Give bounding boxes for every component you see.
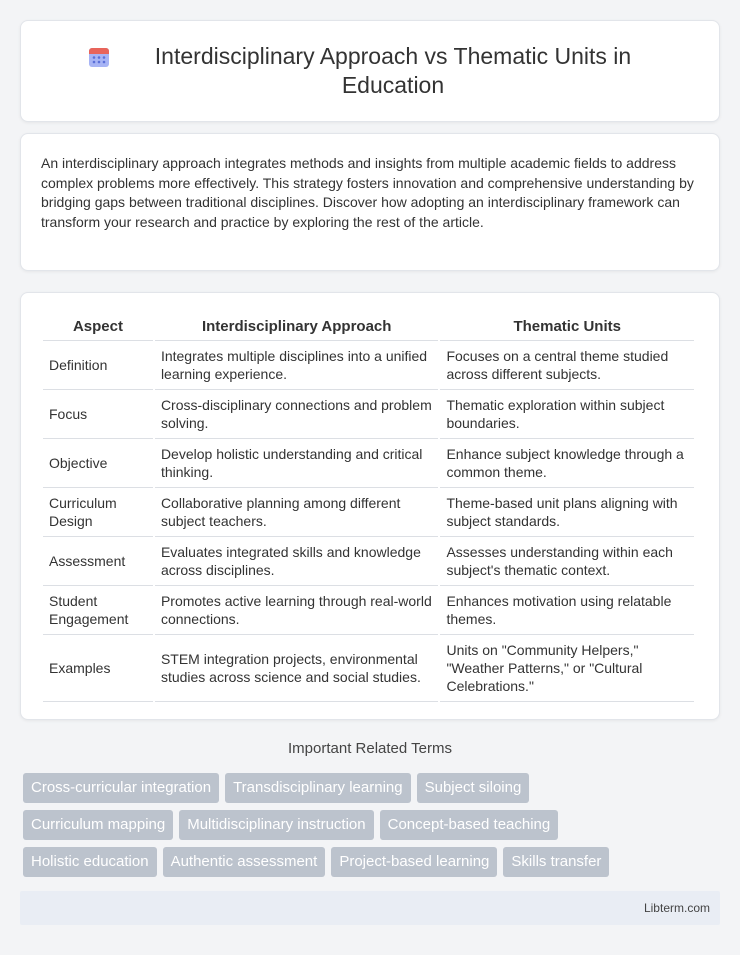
related-term-tag[interactable]: Authentic assessment <box>163 847 326 877</box>
cell-thematic: Theme-based unit plans aligning with subject standards. <box>440 488 694 537</box>
table-row <box>43 537 694 586</box>
footer <box>20 891 720 925</box>
cell-thematic: Thematic exploration within subject boundaries. <box>440 390 694 439</box>
cell-thematic: Units on "Community Helpers," "Weather Patterns," or "Cultural Celebrations." <box>440 635 694 702</box>
related-term-tag[interactable]: Multidisciplinary instruction <box>179 810 373 840</box>
table-row <box>43 439 694 488</box>
header-aspect: Aspect <box>43 313 153 341</box>
cell-thematic: Enhance subject knowledge through a common theme. <box>440 439 694 488</box>
cell-aspect: Focus <box>43 390 153 439</box>
calendar-grid-icon <box>87 45 111 69</box>
table-row <box>43 635 694 702</box>
page-title: Interdisciplinary Approach vs Thematic Units in Education <box>154 43 632 98</box>
related-terms-list <box>23 773 723 884</box>
related-term-tag[interactable]: Curriculum mapping <box>23 810 173 840</box>
header-interdisciplinary: Interdisciplinary Approach <box>155 313 439 341</box>
related-term-tag[interactable]: Holistic education <box>23 847 157 877</box>
cell-thematic: Enhances motivation using relatable themes. <box>440 586 694 635</box>
cell-interdisciplinary: Promotes active learning through real-world connections. <box>155 586 439 635</box>
intro-card <box>20 133 720 271</box>
cell-aspect: Student Engagement <box>43 586 153 635</box>
table-row <box>43 341 694 390</box>
tag-row <box>23 810 723 840</box>
header-card <box>20 20 720 122</box>
cell-aspect: Assessment <box>43 537 153 586</box>
cell-interdisciplinary: Develop holistic understanding and critical thinking. <box>155 439 439 488</box>
tag-row <box>23 773 723 803</box>
header-thematic: Thematic Units <box>440 313 694 341</box>
cell-interdisciplinary: Collaborative planning among different subject teachers. <box>155 488 439 537</box>
cell-thematic: Assesses understanding within each subject's thematic context. <box>440 537 694 586</box>
related-term-tag[interactable]: Subject siloing <box>417 773 530 803</box>
cell-aspect: Examples <box>43 635 153 702</box>
cell-interdisciplinary: Evaluates integrated skills and knowledge across disciplines. <box>155 537 439 586</box>
cell-thematic: Focuses on a central theme studied across different subjects. <box>440 341 694 390</box>
cell-aspect: Objective <box>43 439 153 488</box>
cell-aspect: Definition <box>43 341 153 390</box>
table-row <box>43 586 694 635</box>
cell-interdisciplinary: Integrates multiple disciplines into a unified learning experience. <box>155 341 439 390</box>
related-terms-title: Important Related Terms <box>288 740 452 757</box>
table-row <box>43 488 694 537</box>
intro-text: An interdisciplinary approach integrates methods and insights from multiple academic fields to address complex problems more effectively. This strategy fosters innovation and comprehensive understanding by bridging gaps between traditional disciplines. Discover how adopting an interdisciplinary framework can transform your research and practice by exploring the rest of the article. <box>41 155 694 230</box>
cell-interdisciplinary: Cross-disciplinary connections and problem solving. <box>155 390 439 439</box>
tag-row <box>23 847 723 877</box>
comparison-table-card <box>20 292 720 720</box>
related-term-tag[interactable]: Cross-curricular integration <box>23 773 219 803</box>
cell-aspect: Curriculum Design <box>43 488 153 537</box>
cell-interdisciplinary: STEM integration projects, environmental studies across science and social studies. <box>155 635 439 702</box>
related-term-tag[interactable]: Concept-based teaching <box>380 810 559 840</box>
related-term-tag[interactable]: Project-based learning <box>331 847 497 877</box>
related-term-tag[interactable]: Skills transfer <box>503 847 609 877</box>
footer-site-link[interactable]: Libterm.com <box>643 901 710 915</box>
table-row <box>43 390 694 439</box>
related-term-tag[interactable]: Transdisciplinary learning <box>225 773 411 803</box>
comparison-table <box>41 313 696 702</box>
table-header-row <box>43 313 694 341</box>
